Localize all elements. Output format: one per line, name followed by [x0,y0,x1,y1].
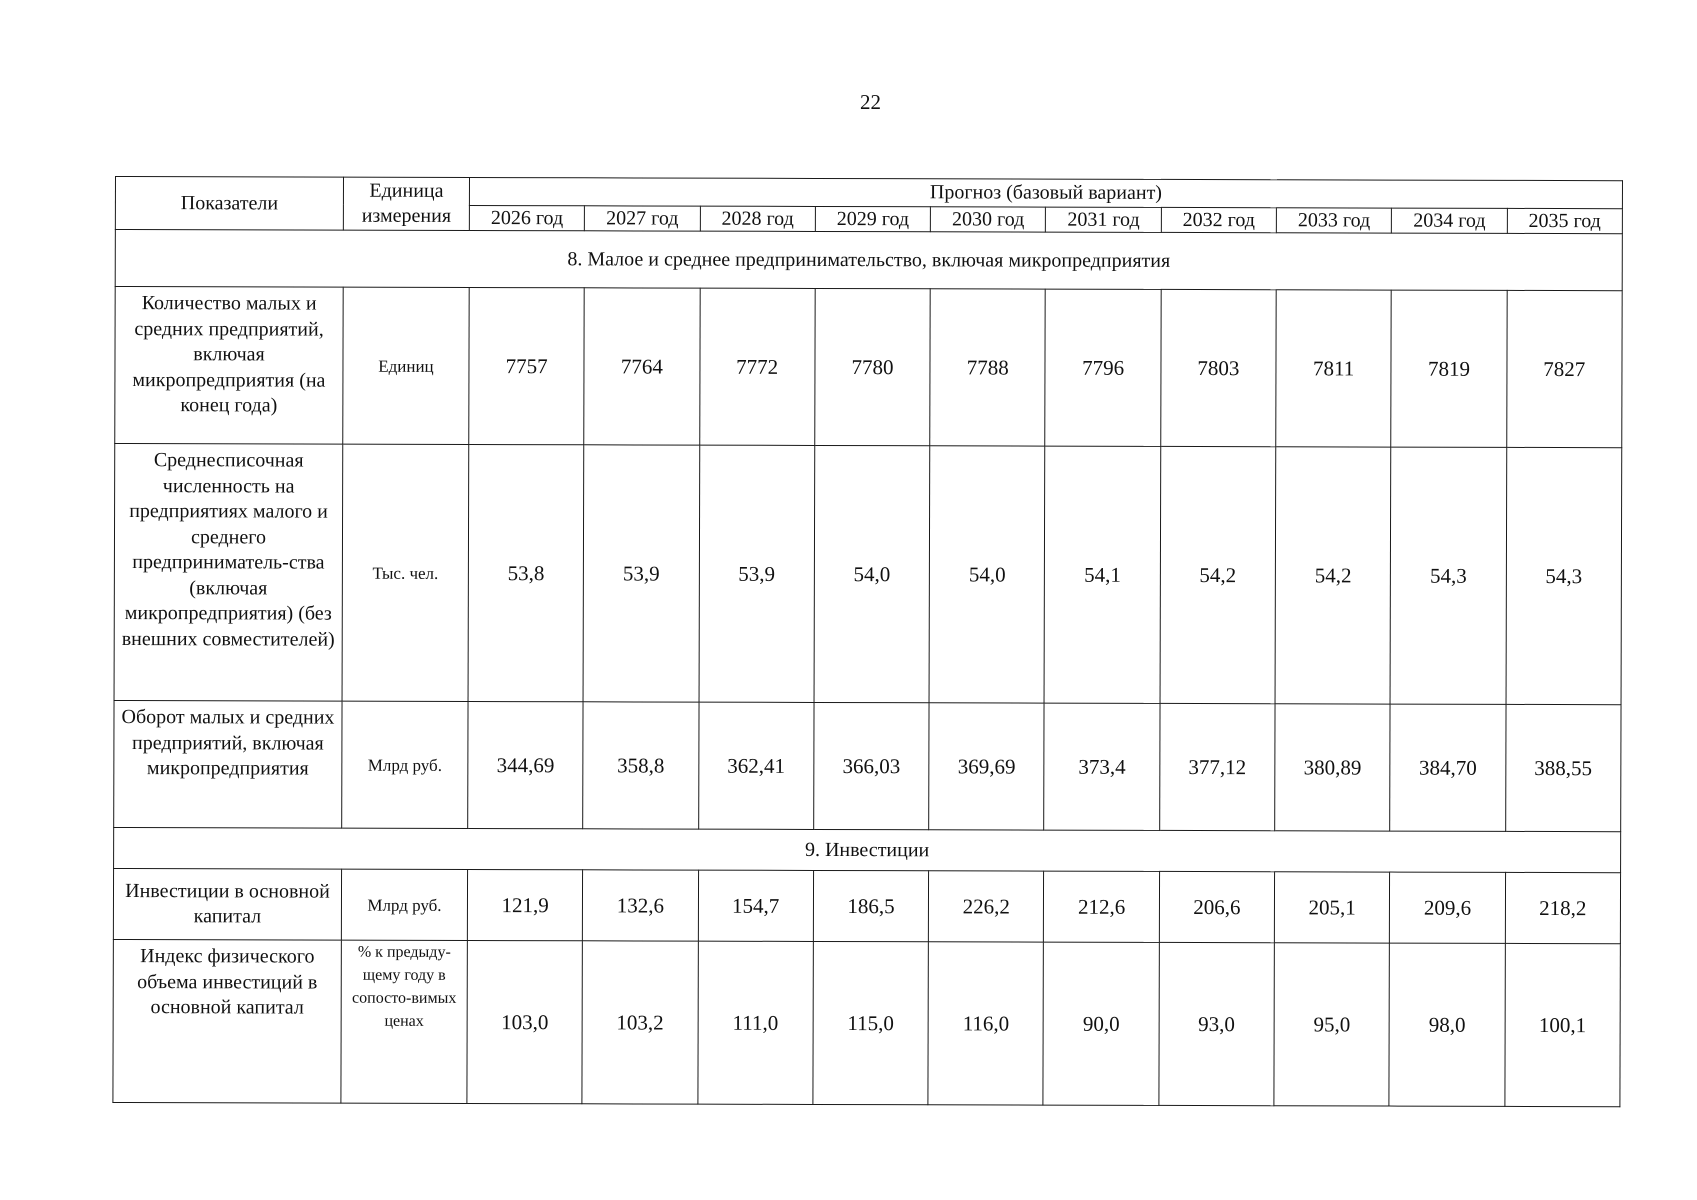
header-indicators: Показатели [115,177,343,231]
value-cell: 53,9 [583,445,699,702]
value-cell: 205,1 [1274,872,1389,943]
unit-cell: Млрд руб. [342,701,468,828]
indicator-cell: Индекс физического объема инвестиций в основной капитал [113,939,341,1103]
unit-cell: Тыс. чел. [342,444,469,701]
value-cell: 226,2 [929,871,1044,942]
value-cell: 206,6 [1159,871,1274,942]
header-year: 2031 год [1046,207,1161,233]
value-cell: 90,0 [1043,942,1159,1105]
value-cell: 209,6 [1390,872,1505,943]
value-cell: 344,69 [468,701,584,828]
header-year: 2035 год [1507,208,1622,234]
value-cell: 7757 [469,287,585,444]
unit-cell: Млрд руб. [341,869,467,940]
header-year: 2030 год [931,206,1046,232]
header-unit: Единица измерения [343,177,469,230]
value-cell: 212,6 [1044,871,1159,942]
value-cell: 380,89 [1275,704,1391,831]
value-cell: 7803 [1161,289,1277,446]
header-year: 2032 год [1161,207,1276,233]
value-cell: 54,3 [1390,447,1506,704]
value-cell: 53,8 [468,444,584,701]
value-cell: 7772 [699,288,815,445]
section-row [115,230,1622,291]
table-row [115,287,1622,448]
value-cell: 115,0 [813,941,929,1104]
value-cell: 7796 [1045,289,1161,446]
value-cell: 54,0 [929,446,1045,703]
section-row [114,827,1621,872]
indicator-cell: Среднесписочная численность на предприятиях малого и среднего предприниматель-ства (включая микропредприятия) (без внешних совместителей) [114,444,343,702]
value-cell: 103,0 [467,940,583,1103]
value-cell: 7780 [815,288,931,445]
value-cell: 7764 [584,288,700,445]
value-cell: 54,0 [814,445,930,702]
value-cell: 373,4 [1044,703,1160,830]
value-cell: 218,2 [1505,872,1621,943]
value-cell: 358,8 [583,702,699,829]
header-forecast: Прогноз (базовый вариант) [469,177,1622,208]
indicator-cell: Инвестиции в основной капитал [113,868,341,940]
value-cell: 154,7 [698,870,813,941]
table-row [114,700,1621,831]
value-cell: 54,1 [1045,446,1161,703]
value-cell: 116,0 [928,942,1044,1105]
value-cell: 384,70 [1390,704,1506,831]
value-cell: 377,12 [1159,703,1275,830]
value-cell: 95,0 [1274,943,1390,1106]
value-cell: 54,2 [1160,446,1276,703]
table-row [114,444,1622,705]
table-row [113,939,1620,1106]
value-cell: 7811 [1276,290,1392,447]
indicator-cell: Оборот малых и средних предприятий, включая микропредприятия [114,700,342,828]
page-number: 22 [860,90,881,114]
value-cell: 54,3 [1506,447,1622,704]
header-year: 2034 год [1392,208,1507,234]
forecast-table-container [112,176,1623,1107]
value-cell: 369,69 [929,703,1045,830]
header-year: 2027 год [585,205,700,231]
unit-cell: % к предыду-щему году в сопосто-вимых ценах [341,940,467,1103]
value-cell: 362,41 [698,702,814,829]
section-title: 8. Малое и среднее предпринимательство, включая микропредприятия [115,230,1622,291]
value-cell: 132,6 [583,870,698,941]
value-cell: 53,9 [699,445,815,702]
value-cell: 93,0 [1159,942,1275,1105]
unit-cell: Единиц [343,287,469,444]
value-cell: 186,5 [813,870,928,941]
value-cell: 111,0 [698,941,814,1104]
forecast-table [112,176,1623,1107]
value-cell: 103,2 [582,941,698,1104]
value-cell: 7788 [930,289,1046,446]
section-title: 9. Инвестиции [114,827,1621,872]
indicator-cell: Количество малых и средних предприятий, включая микропредприятия (на конец года) [115,287,343,445]
value-cell: 7819 [1391,290,1507,447]
table-row [113,868,1620,943]
header-year: 2028 год [700,206,815,232]
value-cell: 100,1 [1505,943,1621,1106]
value-cell: 54,2 [1275,447,1391,704]
header-year: 2033 год [1276,207,1391,233]
value-cell: 121,9 [467,869,582,940]
value-cell: 366,03 [814,702,930,829]
value-cell: 98,0 [1389,943,1505,1106]
header-year: 2029 год [815,206,930,232]
value-cell: 7827 [1506,290,1622,447]
value-cell: 388,55 [1505,704,1621,831]
header-year: 2026 год [469,205,584,231]
